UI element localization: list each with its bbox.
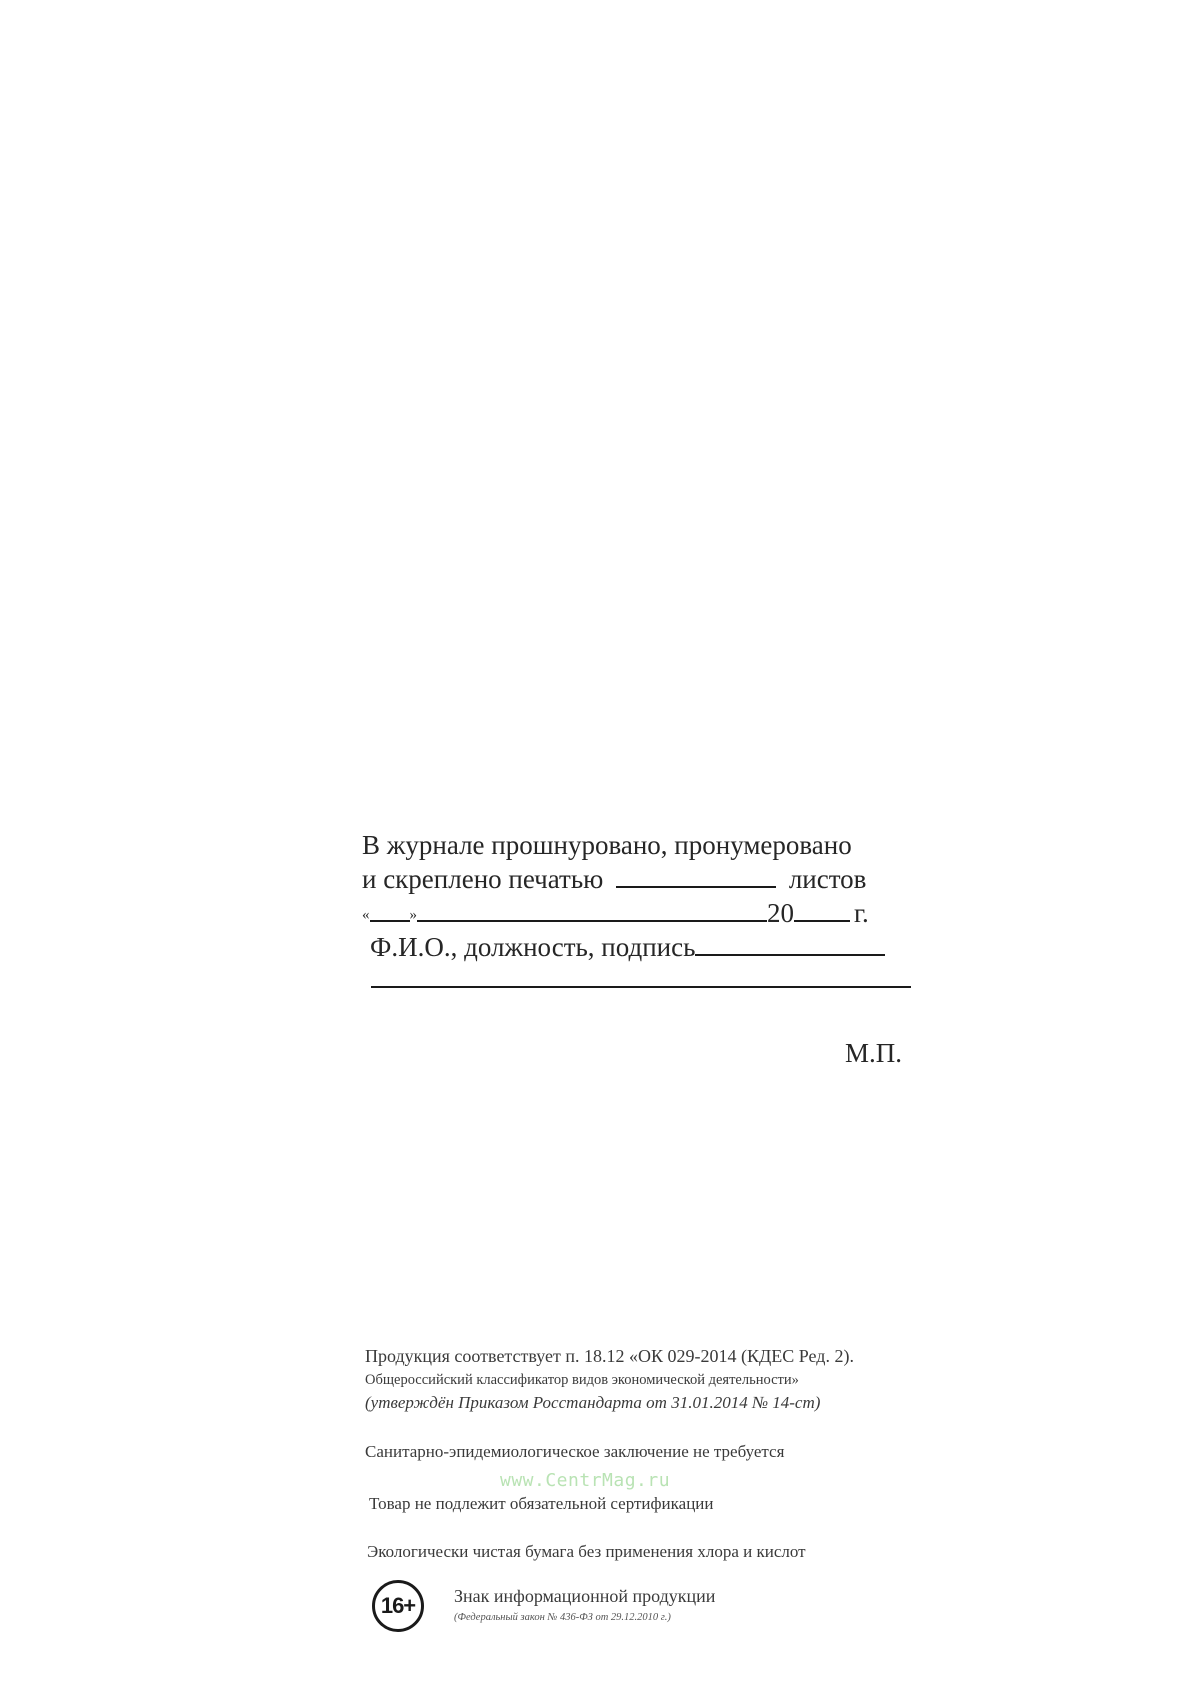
- age-rating-badge: 16+: [372, 1580, 424, 1632]
- signature-line: [370, 930, 885, 964]
- certification-note: Товар не подлежит обязательной сертификации: [369, 1494, 714, 1513]
- year-prefix: 20: [767, 898, 794, 928]
- age-rating-title: Знак информационной продукции: [454, 1586, 716, 1606]
- certification-line-2: [362, 862, 866, 896]
- classifier-note: Общероссийский классификатор видов экономической деятельности»: [365, 1372, 799, 1388]
- age-rating-law: (Федеральный закон № 436-ФЗ от 29.12.2010 г.): [454, 1612, 671, 1623]
- approval-note: (утверждён Приказом Росстандарта от 31.01.2014 № 14-ст): [365, 1393, 821, 1412]
- eco-note: Экологически чистая бумага без применения хлора и кислот: [367, 1542, 806, 1561]
- certification-date-line: [362, 896, 869, 932]
- sanitary-note: Санитарно-эпидемиологическое заключение не требуется: [365, 1442, 785, 1461]
- sheets-suffix: листов: [788, 864, 867, 894]
- conformity-note: Продукция соответствует п. 18.12 «ОК 029-2014 (КДЕС Ред. 2).: [365, 1346, 854, 1366]
- open-quote: «: [362, 907, 370, 923]
- day-field: [370, 896, 410, 922]
- stamp-label: М.П.: [844, 1038, 902, 1068]
- sheets-prefix: и скреплено печатью: [362, 864, 604, 894]
- close-quote: »: [409, 907, 417, 923]
- signature-second-line: [371, 984, 911, 988]
- age-rating-block: [372, 1580, 892, 1640]
- sheets-count-field: [616, 862, 776, 888]
- watermark: www.CentrMag.ru: [500, 1470, 671, 1491]
- certification-line-1: В журнале прошнуровано, пронумеровано: [362, 830, 852, 860]
- signature-label: Ф.И.О., должность, подпись: [370, 932, 696, 962]
- signature-field: [695, 930, 885, 956]
- year-field: [794, 896, 850, 922]
- month-field: [417, 896, 767, 922]
- year-suffix: г.: [854, 898, 869, 928]
